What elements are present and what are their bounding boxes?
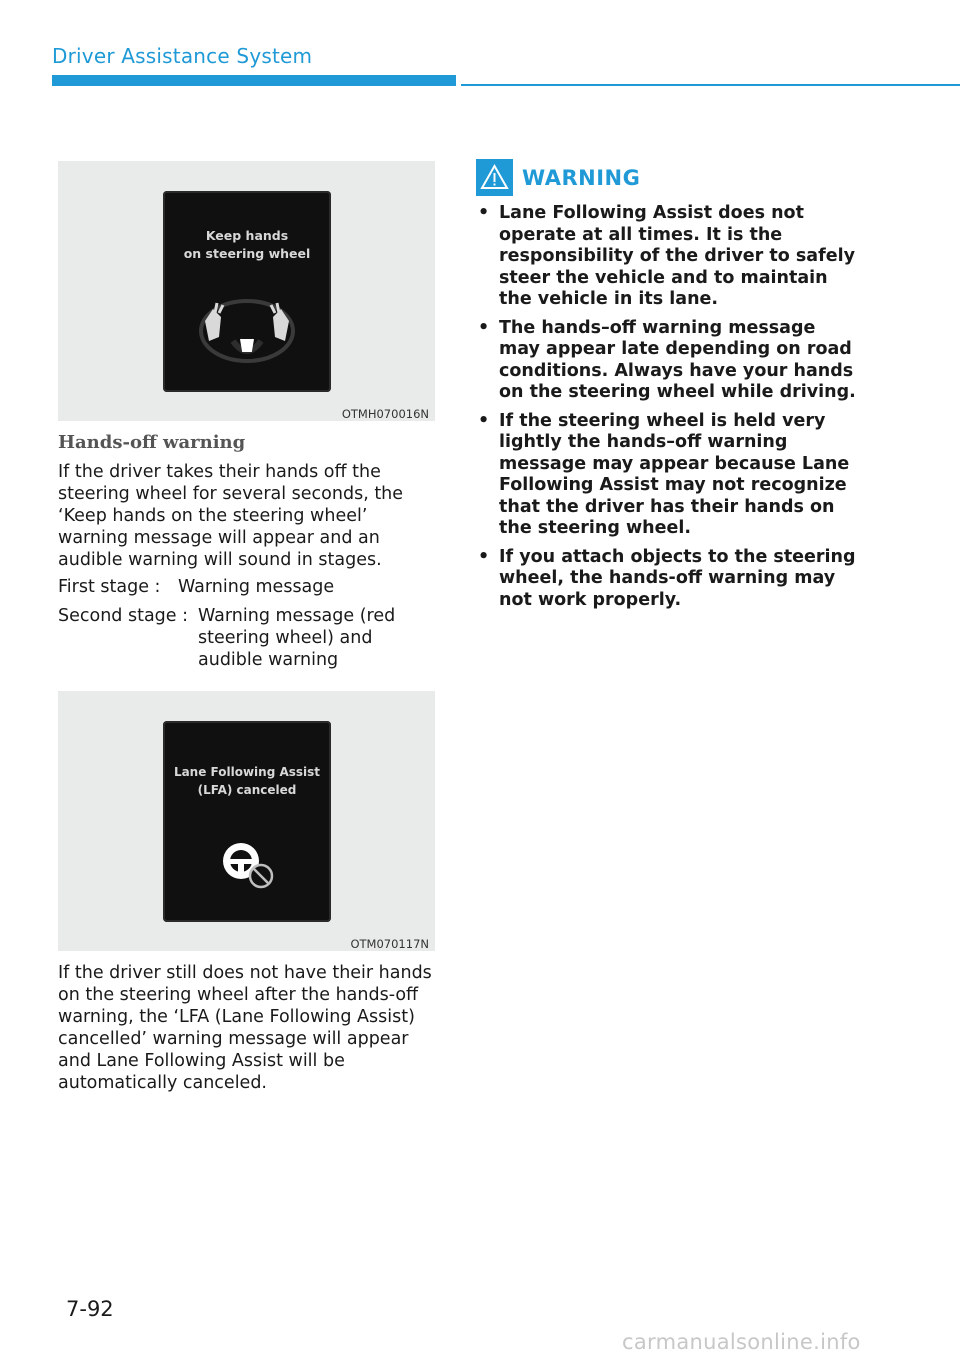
warning-item-text: If the steering wheel is held very lightly the hands–off warning message may appear because Lane Following Assist may not recognize that the driver has their hands on the steering wheel. — [499, 410, 850, 538]
cluster-display — [163, 721, 331, 922]
warning-item-text: Lane Following Assist does not operate at all times. It is the responsibility of the driver to safely steer the vehicle and to maintain the vehicle in its lane. — [499, 203, 855, 309]
header-accent-bar — [52, 75, 456, 86]
steering-wheel-canceled-icon — [163, 721, 331, 922]
bullet: • — [478, 203, 490, 223]
cluster-display — [163, 191, 331, 392]
warning-item — [476, 318, 856, 404]
warning-label: WARNING — [522, 166, 641, 190]
warning-item — [476, 547, 856, 612]
display-message: Keep hands on steering wheel — [183, 228, 311, 261]
stage-label: First stage : — [58, 577, 161, 597]
warning-item — [476, 411, 856, 540]
warning-item — [476, 203, 856, 311]
warning-badge — [476, 159, 513, 196]
stage-value: Warning message — [178, 577, 335, 597]
paragraph-hands-off: If the driver takes their hands off the steering wheel for several seconds, the ‘Keep hands on the steering wheel’ warning message will appear and an audible warning will sound in stages. — [58, 462, 404, 570]
hands-on-steering-wheel-icon — [163, 191, 331, 392]
warning-item-text: The hands–off warning message may appear late depending on road conditions. Always have your hands on the steering wheel while driving. — [499, 317, 856, 402]
warning-item-text: If you attach objects to the steering wheel, the hands-off warning may not work properly. — [499, 546, 856, 610]
section-title: Hands-off warning — [58, 432, 246, 453]
stage-row-first — [58, 576, 398, 598]
display-message: Lane Following Assist (LFA) canceled — [173, 765, 321, 797]
stage-value: Warning message (red steering wheel) and audible warning — [198, 606, 396, 670]
figure-keep-hands — [58, 161, 435, 421]
figure-lfa-canceled — [58, 691, 435, 951]
page-number: 7-92 — [66, 1297, 114, 1321]
header-divider-line — [461, 84, 960, 86]
bullet: • — [478, 546, 490, 567]
stage-row-second — [58, 605, 418, 671]
paragraph-lfa-canceled: If the driver still does not have their hands on the steering wheel after the hands-off warning, the ‘LFA (Lane Following Assist) cancelled’ warning message will appear and Lane Following Assist will be automatically canceled. — [58, 963, 432, 1093]
watermark: carmanualsonline.info — [622, 1330, 861, 1354]
warning-list — [476, 203, 856, 618]
stage-label: Second stage : — [58, 606, 189, 626]
bullet: • — [478, 410, 490, 431]
warning-triangle-icon — [476, 159, 513, 196]
figure-code: OTMH070016N — [341, 407, 429, 421]
bullet: • — [478, 317, 490, 338]
section-header-title: Driver Assistance System — [52, 44, 313, 68]
figure-code: OTM070117N — [350, 937, 429, 951]
